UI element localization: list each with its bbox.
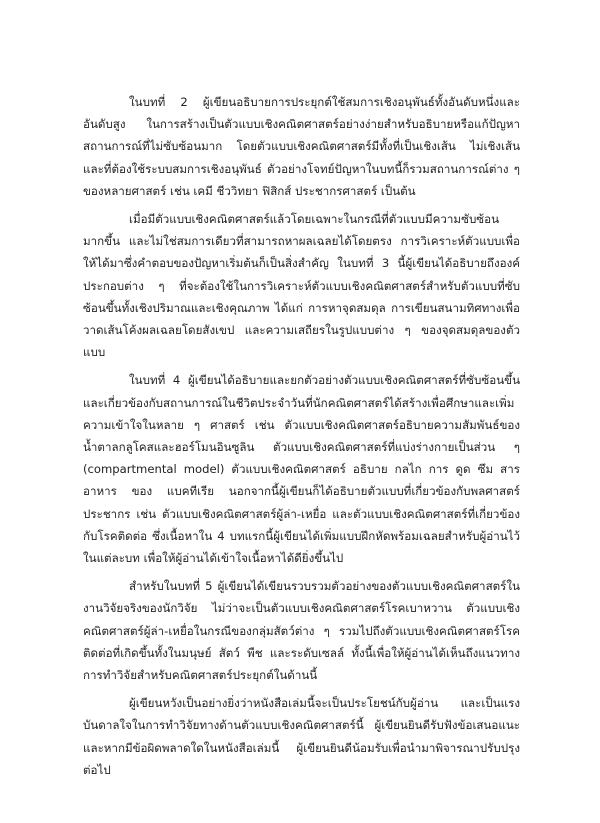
paragraph-chapter-3: เมื่อมีตัวแบบเชิงคณิตศาสตร์แล้วโดยเฉพาะในกรณีที่ตัวแบบมีความซับซ้อนมากขึ้น และไม่ใช่สมการเดียวที่สามารถหาผลเฉลยได้โดยตรง การวิเคราะห์ตัวแบบเพื่อให้ได้มาซึ่งคำตอบของปัญหาเริ่มต้นก็เป็นสิ่งสำคัญ ในบทที่ 3 นี้ผู้เขียนได้อธิบายถึงองค์ประกอบต่าง ๆ ที่จะต้องใช้ในการวิเคราะห์ตัวแบบเชิงคณิตศาสตร์สำหรับตัวแบบที่ซับซ้อนขึ้นทั้งเชิงปริมาณและเชิงคุณภาพ ได้แก่ การหาจุดสมดุล การเขียนสนามทิศทางเพื่อวาดเส้นโค้งผลเฉลยโดยสังเขป และความเสถียรในรูปแบบต่าง ๆ ของจุดสมดุลของตัวแบบ — [83, 212, 520, 360]
preface-text — [83, 91, 520, 781]
paragraph-closing: ผู้เขียนหวังเป็นอย่างยิ่งว่าหนังสือเล่มนี้จะเป็นประโยชน์กับผู้อ่าน และเป็นแรงบันดาลใจในการทำวิจัยทางด้านตัวแบบเชิงคณิตศาสตร์นี้ ผู้เขียนยินดีรับฟังข้อเสนอแนะและหากมีข้อผิดพลาดใดในหนังสือเล่มนี้ ผู้เขียนยินดีน้อมรับเพื่อนำมาพิจารณาปรับปรุงต่อไป — [83, 696, 520, 777]
paragraph-chapter-5: สำหรับในบทที่ 5 ผู้เขียนได้เขียนรวบรวมตัวอย่างของตัวแบบเชิงคณิตศาสตร์ในงานวิจัยจริงของนักวิจัย ไม่ว่าจะเป็นตัวแบบเชิงคณิตศาสตร์โรคเบาหวาน ตัวแบบเชิงคณิตศาสตร์ผู้ล่า-เหยื่อในกรณีของกลุ่มสัตว์ต่าง ๆ รวมไปถึงตัวแบบเชิงคณิตศาสตร์โรคติดต่อที่เกิดขึ้นทั้งในมนุษย์ สัตว์ พืช และระดับเซลล์ ทั้งนี้เพื่อให้ผู้อ่านได้เห็นถึงแนวทางการทำวิจัยสำหรับคณิตศาสตร์ประยุกต์ในด้านนี้ — [83, 579, 520, 683]
paragraph-chapter-4: ในบทที่ 4 ผู้เขียนได้อธิบายและยกตัวอย่างตัวแบบเชิงคณิตศาสตร์ที่ซับซ้อนขึ้นและเกี่ยวข้องกับสถานการณ์ในชีวิตประจำวันที่นักคณิตศาสตร์ได้สร้างเพื่อศึกษาและเพิ่มความเข้าใจในหลาย ๆ ศาสตร์ เช่น ตัวแบบเชิงคณิตศาสตร์อธิบายความสัมพันธ์ของน้ำตาลกลูโคสและฮอร์โมนอินซูลิน ตัวแบบเชิงคณิตศาสตร์ที่แบ่งร่างกายเป็นส่วน ๆ (compartmental model) ตัวแบบเชิงคณิตศาสตร์ อธิบาย กลไก การ ดูด ซึม สาร อาหาร ของ แบคทีเรีย นอกจากนี้ผู้เขียนก็ได้อธิบายตัวแบบที่เกี่ยวข้องกับพลศาสตร์ประชากร เช่น ตัวแบบเชิงคณิตศาสตร์ผู้ล่า-เหยื่อ และตัวแบบเชิงคณิตศาสตร์ที่เกี่ยวข้องกับโรคติดต่อ ซึ่งเนื้อหาใน 4 บทแรกนี้ผู้เขียนได้เพิ่มแบบฝึกหัดพร้อมเฉลยสำหรับผู้อ่านไว้ในแต่ละบท เพื่อให้ผู้อ่านได้เข้าใจเนื้อหาได้ดียิ่งขึ้นไป — [83, 373, 520, 566]
paragraph-chapter-2: ในบทที่ 2 ผู้เขียนอธิบายการประยุกต์ใช้สมการเชิงอนุพันธ์ทั้งอันดับหนึ่งและอันดับสูง ในการสร้างเป็นตัวแบบเชิงคณิตศาสตร์อย่างง่ายสำหรับอธิบายหรือแก้ปัญหาสถานการณ์ที่ไม่ซับซ้อนมาก โดยตัวแบบเชิงคณิตศาสตร์มีทั้งที่เป็นเชิงเส้น ไม่เชิงเส้น และที่ต้องใช้ระบบสมการเชิงอนุพันธ์ ตัวอย่างโจทย์ปัญหาในบทนี้ก็รวมสถานการณ์ต่าง ๆ ของหลายศาสตร์ เช่น เคมี ชีววิทยา ฟิสิกส์ ประชากรศาสตร์ เป็นต้น — [83, 95, 520, 198]
